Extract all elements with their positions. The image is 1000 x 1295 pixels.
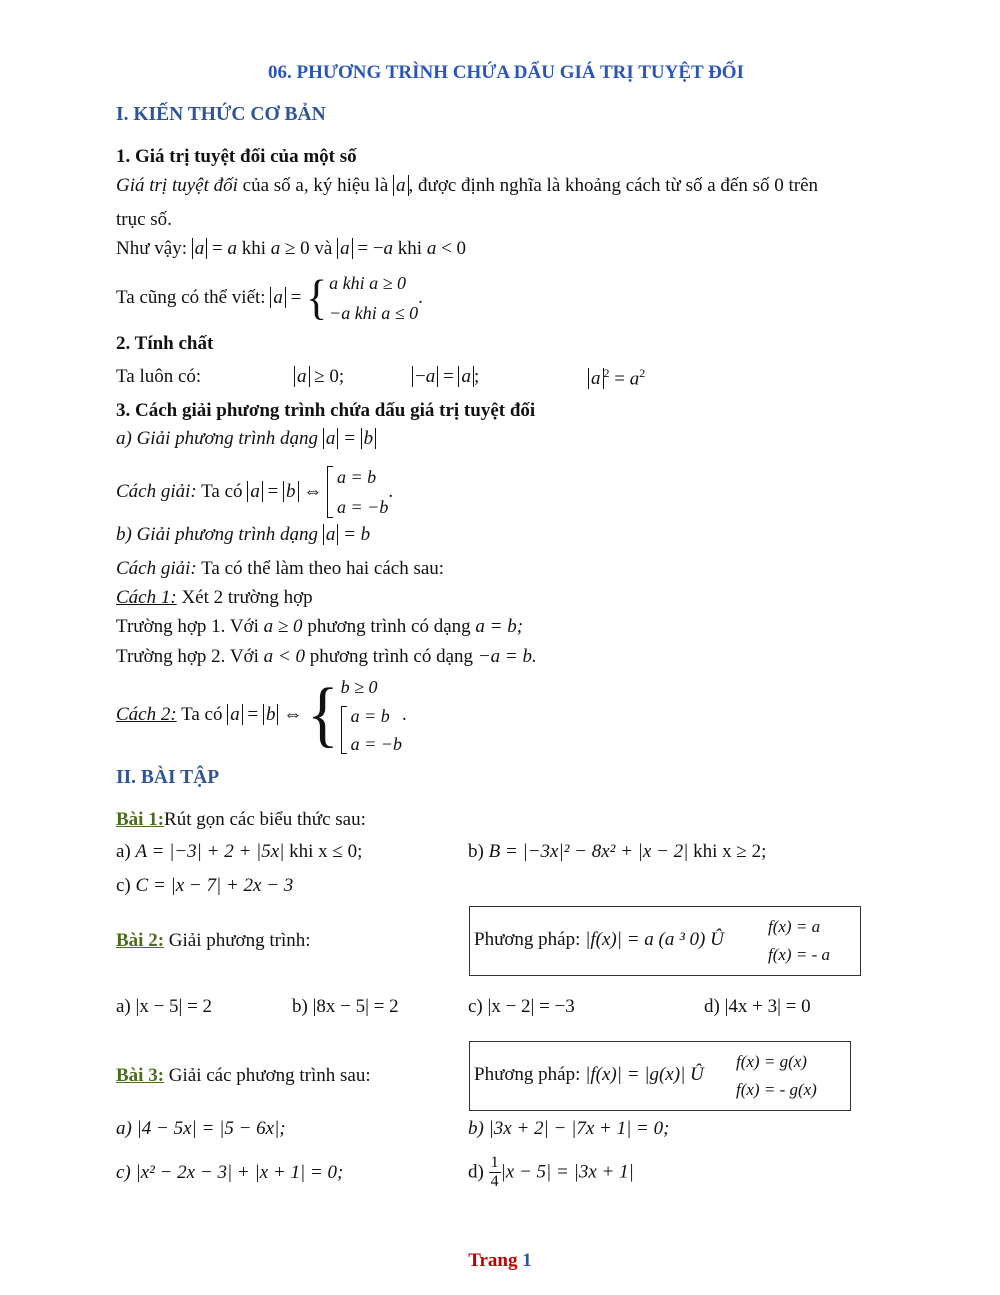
exercise-2b: b) |8x − 5| = 2: [292, 996, 399, 1017]
method-2: Cách 2: Ta có a = b ⇔ { b ≥ 0 a = b a = −b .: [116, 674, 407, 755]
property-3: a $^2 = a^2$: [588, 366, 645, 390]
property-1: a ≥ 0;: [294, 366, 344, 388]
exercise-3c: c) |x² − 2x − 3| + |x + 1| = 0;: [116, 1162, 344, 1183]
exercise-3-heading: Bài 3: Giải các phương trình sau:: [116, 1065, 371, 1086]
abs-a: a: [393, 175, 409, 196]
case-a-solution: Cách giải: Ta có a = b ⇔ a = b a = −b .: [116, 467, 394, 517]
definition-term: Giá trị tuyệt đối: [116, 175, 238, 196]
exercise-2d: d) |4x + 3| = 0: [704, 996, 811, 1017]
page-title: 06. PHƯƠNG TRÌNH CHỨA DẤU GIÁ TRỊ TUYỆT ĐỐI: [268, 62, 744, 83]
case-1-line: Trường hợp 1. Với a ≥ 0 phương trình có dạng a = b;: [116, 616, 524, 637]
nhu-vay-line: Như vậy: a = a khi a ≥ 0 và a = −a khi a < 0: [116, 238, 467, 259]
case-2-line: Trường hợp 2. Với a < 0 phương trình có dạng −a = b.: [116, 646, 537, 667]
exercise-2c: c) |x − 2| = −3: [468, 996, 575, 1017]
exercise-2a: a) |x − 5| = 2: [116, 996, 213, 1017]
exercise-1a: a) A = |−3| + 2 + |5x| khi x ≤ 0;: [116, 841, 363, 862]
case-a-heading: a) Giải phương trình dạng a = b: [116, 428, 376, 450]
property-2: −a = a ;: [412, 366, 479, 388]
exercise-1-heading: Bài 1:Rút gọn các biểu thức sau:: [116, 809, 366, 830]
exercise-1b: b) B = |−3x|² − 8x² + |x − 2| khi x ≥ 2;: [468, 841, 767, 862]
method-box-3: Phương pháp: |f(x)| = |g(x)| Û f(x) = g(x) f(x) = - g(x): [469, 1041, 851, 1111]
exercise-3d: d) $\frac{1}{4}$ |x − 5| = |3x + 1|: [468, 1154, 634, 1190]
piecewise-definition: Ta cũng có thể viết: a = { a khi a ≥ 0 −a khi a ≤ 0 .: [116, 268, 423, 328]
method-box-2: Phương pháp: |f(x)| = a (a ³ 0) Û f(x) = a f(x) = - a: [469, 906, 861, 976]
exercise-3a: a) |4 − 5x| = |5 − 6x|;: [116, 1118, 286, 1139]
subheading-properties: 2. Tính chất: [116, 333, 214, 354]
exercise-2-heading: Bài 2: Giải phương trình:: [116, 930, 311, 951]
page-footer: Trang 1: [468, 1250, 532, 1271]
exercise-3b: b) |3x + 2| − |7x + 1| = 0;: [468, 1118, 670, 1139]
subheading-absolute-value: 1. Giá trị tuyệt đối của một số: [116, 146, 357, 167]
definition-line-2: trục số.: [116, 209, 172, 230]
subheading-solving: 3. Cách giải phương trình chứa dấu giá trị tuyệt đối: [116, 400, 536, 421]
section-heading-2: II. BÀI TẬP: [116, 767, 220, 788]
exercise-1c: c) C = |x − 7| + 2x − 3: [116, 875, 294, 896]
section-heading-1: I. KIẾN THỨC CƠ BẢN: [116, 104, 326, 125]
case-positive: a khi a ≥ 0: [329, 273, 407, 293]
properties-line: Ta luôn có: a ≥ 0; −a = a ; a $^2 = a^2$: [116, 366, 646, 390]
fraction-one-quarter: $\frac{1}{4}$: [490, 1154, 499, 1190]
case-b-heading: b) Giải phương trình dạng a = b: [116, 524, 371, 545]
case-b-intro: Cách giải: Ta có thể làm theo hai cách sau:: [116, 558, 445, 579]
method-1: Cách 1: Xét 2 trường hợp: [116, 587, 313, 608]
case-negative: −a khi a ≤ 0: [329, 303, 419, 323]
definition-line: Giá trị tuyệt đối của số a, ký hiệu là a , được định nghĩa là khoảng cách từ số a đến số 0 trên: [116, 175, 819, 196]
